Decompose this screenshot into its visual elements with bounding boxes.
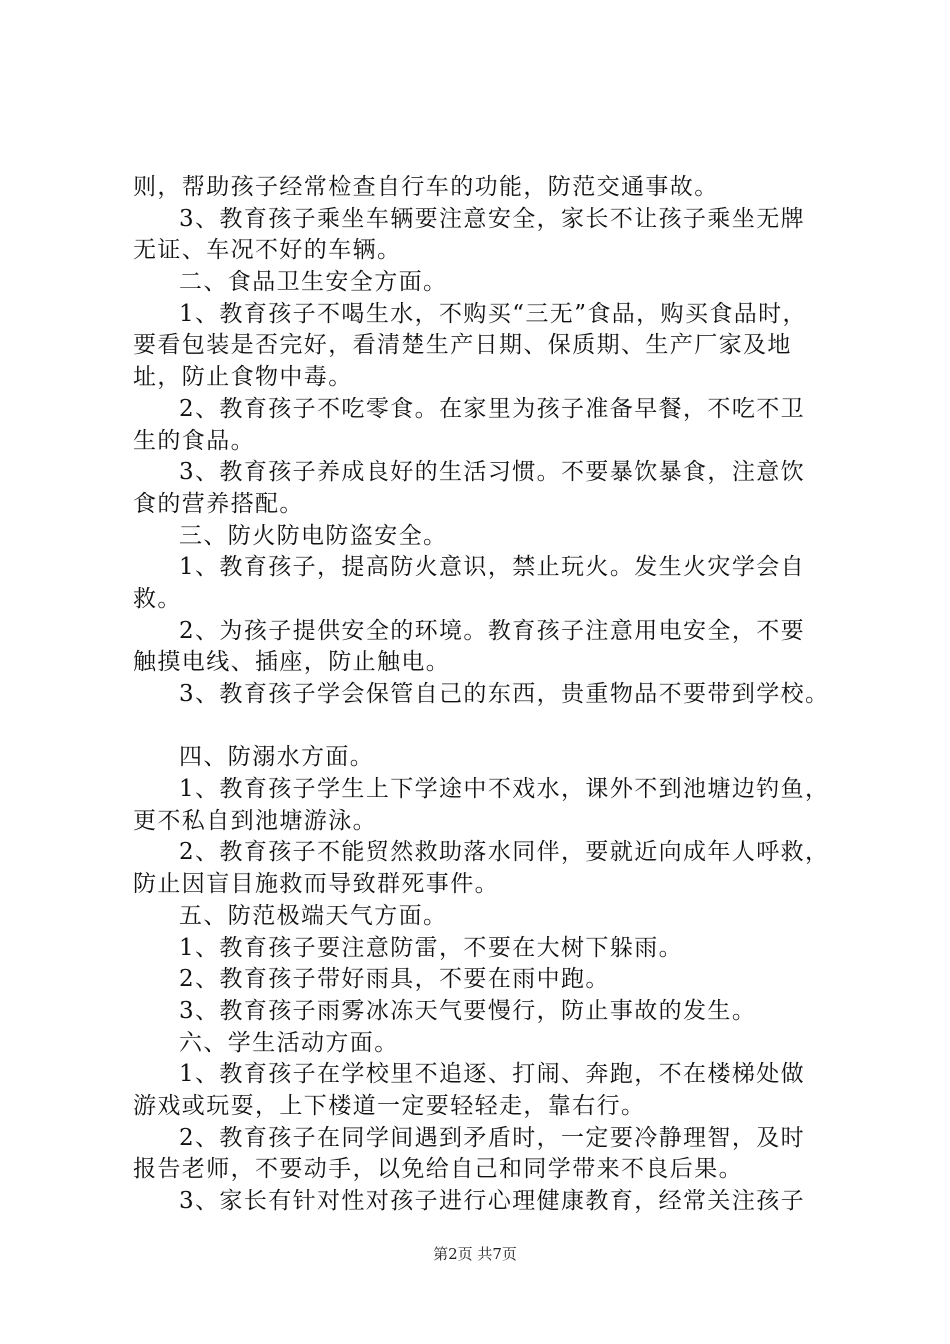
text-line: 2、教育孩子不能贸然救助落水同伴，要就近向成年人呼救， bbox=[179, 839, 830, 866]
text-line: 2、教育孩子在同学间遇到矛盾时，一定要冷静理智，及时 bbox=[179, 1124, 806, 1151]
page-number-footer: 第2页 共7页 bbox=[433, 1245, 517, 1263]
text-line: 1、教育孩子不喝生水，不购买“三无”食品，购买食品时， bbox=[179, 300, 807, 327]
text-line: 址，防止食物中毒。 bbox=[133, 364, 353, 391]
text-line: 1、教育孩子在学校里不追逐、打闹、奔跑，不在楼梯处做 bbox=[179, 1061, 806, 1088]
text-line: 3、教育孩子雨雾冰冻天气要慢行，防止事故的发生。 bbox=[179, 997, 757, 1024]
document-body bbox=[133, 172, 833, 1218]
text-line: 要看包装是否完好，看清楚生产日期、保质期、生产厂家及地 bbox=[133, 332, 792, 359]
text-line: 报告老师，不要动手，以免给自己和同学带来不良后果。 bbox=[133, 1156, 743, 1183]
text-line: 五、防范极端天气方面。 bbox=[179, 902, 448, 929]
text-line: 1、教育孩子学生上下学途中不戏水，课外不到池塘边钓鱼， bbox=[179, 776, 830, 803]
text-line: 2、为孩子提供安全的环境。教育孩子注意用电安全，不要 bbox=[179, 617, 806, 644]
text-line: 1、教育孩子要注意防雷，不要在大树下躲雨。 bbox=[179, 934, 684, 961]
text-line: 六、学生活动方面。 bbox=[179, 1029, 399, 1056]
text-line: 3、教育孩子养成良好的生活习惯。不要暴饮暴食，注意饮 bbox=[179, 459, 806, 486]
text-line: 1、教育孩子，提高防火意识，禁止玩火。发生火灾学会自 bbox=[179, 554, 806, 581]
blank-line bbox=[133, 711, 833, 743]
text-line: 则，帮助孩子经常检查自行车的功能，防范交通事故。 bbox=[133, 174, 719, 200]
text-line: 救。 bbox=[133, 585, 182, 612]
text-line: 2、教育孩子不吃零食。在家里为孩子准备早餐，不吃不卫 bbox=[179, 395, 806, 422]
text-line: 3、教育孩子乘坐车辆要注意安全，家长不让孩子乘坐无牌 bbox=[179, 205, 806, 232]
text-line: 四、防溺水方面。 bbox=[179, 744, 375, 771]
text-line: 三、防火防电防盗安全。 bbox=[179, 522, 448, 549]
text-line: 防止因盲目施救而导致群死事件。 bbox=[133, 871, 499, 898]
text-line: 生的食品。 bbox=[133, 427, 255, 454]
text-line: 无证、车况不好的车辆。 bbox=[133, 237, 402, 264]
text-line: 3、家长有针对性对孩子进行心理健康教育，经常关注孩子 bbox=[179, 1188, 806, 1214]
text-line: 更不私自到池塘游泳。 bbox=[133, 807, 377, 834]
text-line: 食的营养搭配。 bbox=[133, 490, 304, 517]
text-line: 3、教育孩子学会保管自己的东西，贵重物品不要带到学校。 bbox=[179, 681, 830, 707]
text-line: 二、食品卫生安全方面。 bbox=[179, 269, 448, 296]
text-line: 游戏或玩耍，上下楼道一定要轻轻走，靠右行。 bbox=[133, 1092, 646, 1119]
text-line: 触摸电线、插座，防止触电。 bbox=[133, 649, 451, 676]
text-line: 2、教育孩子带好雨具，不要在雨中跑。 bbox=[179, 966, 610, 993]
